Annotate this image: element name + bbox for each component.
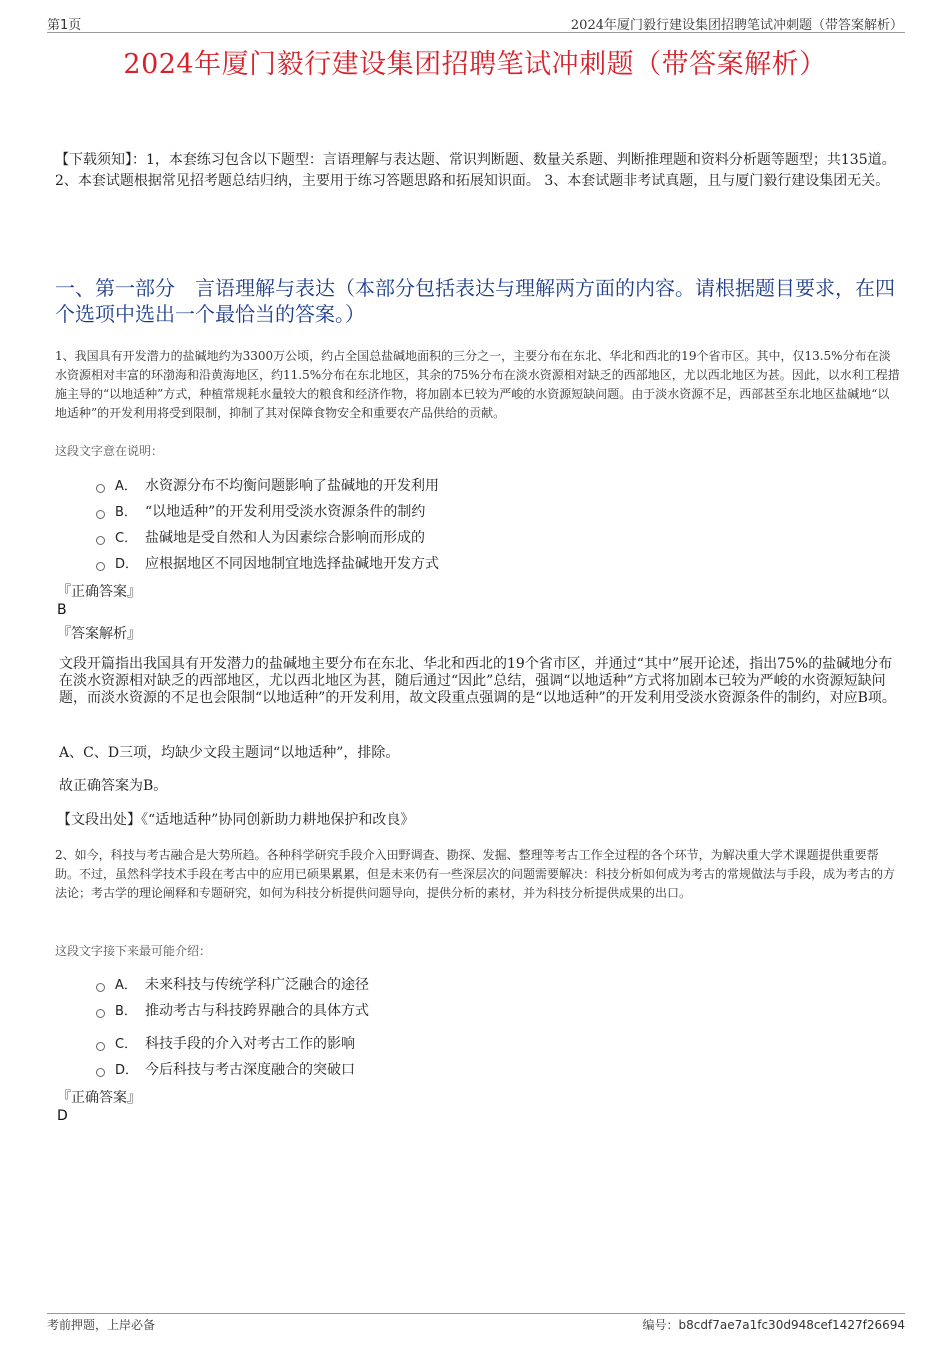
question-2-answer-label: 『正确答案』 xyxy=(57,1090,141,1106)
question-2-prompt: 这段文字接下来最可能介绍： xyxy=(55,944,212,958)
question-1-option-c[interactable]: C． 盐碱地是受自然和人为因素综合影响而形成的 xyxy=(96,528,425,548)
question-1-analysis: 文段开篇指出我国具有开发潜力的盐碱地主要分布在东北、华北和西北的19个省市区，并通过“其中”展开论述，指出75%的盐碱地分布在淡水资源相对缺乏的西部地区，尤以西北地区为甚，随后通过“因此”总结，强调“以地适种”方式将加剧本已较为严峻的水资源短缺问题，而淡水资源的不足也会限制“以地适种”的开发利用，故文段重点强调的是“以地适种”的开发利用受淡水资源条件的制约，对应B项。 xyxy=(59,656,896,706)
question-1-answer: B xyxy=(57,602,67,618)
header-doc-title: 2024年厦门毅行建设集团招聘笔试冲刺题（带答案解析） xyxy=(570,18,903,33)
question-1-analysis-label: 『答案解析』 xyxy=(57,626,141,642)
question-2-option-b[interactable]: B． 推动考古与科技跨界融合的具体方式 xyxy=(96,1001,369,1021)
section-heading: 一、第一部分 言语理解与表达（本部分包括表达与理解两方面的内容。请根据题目要求，在四个选项中选出一个最恰当的答案。） xyxy=(55,276,895,326)
footer-slogan: 考前押题，上岸必备 xyxy=(47,1318,156,1332)
radio-icon[interactable] xyxy=(96,983,105,992)
radio-icon[interactable] xyxy=(96,562,105,571)
page-footer xyxy=(47,1313,905,1334)
question-1-answer-label: 『正确答案』 xyxy=(57,584,141,600)
radio-icon[interactable] xyxy=(96,484,105,493)
question-2-option-a[interactable]: A． 未来科技与传统学科广泛融合的途径 xyxy=(96,975,369,995)
question-1-option-a[interactable]: A． 水资源分布不均衡问题影响了盐碱地的开发利用 xyxy=(96,476,439,496)
radio-icon[interactable] xyxy=(96,510,105,519)
download-notice: 【下载须知】：1，本套练习包含以下题型：言语理解与表达题、常识判断题、数量关系题、判断推理题和资料分析题等题型；共135道。 2、本套试题根据常见招考题总结归纳，主要用于练习答题思路和拓展知识面。 3、本套试题非考试真题，且与厦门毅行建设集团无关。 xyxy=(55,152,896,189)
question-1-conclusion: 故正确答案为B。 xyxy=(59,778,168,794)
question-2-option-d[interactable]: D． 今后科技与考古深度融合的突破口 xyxy=(96,1060,355,1080)
question-2-text: 2、如今，科技与考古融合是大势所趋。各种科学研究手段介入田野调查、勘探、发掘、整理等考古工作全过程的各个环节，为解决重大学术课题提供重要帮助。不过，虽然科学技术手段在考古中的应用已硕果累累，但是未来仍有一些深层次的问题需要解决：科技分析如何成为考古的常规做法与手段，成为考古的方法论；考古学的理论阐释和专题研究，如何为科技分析提供问题导向，提供分析的素材，并为科技分析提供成果的出口。 xyxy=(55,848,896,900)
radio-icon[interactable] xyxy=(96,1068,105,1077)
radio-icon[interactable] xyxy=(96,1042,105,1051)
question-1-option-d[interactable]: D． 应根据地区不同因地制宜地选择盐碱地开发方式 xyxy=(96,554,439,574)
question-2-option-c[interactable]: C． 科技手段的介入对考古工作的影响 xyxy=(96,1034,355,1054)
question-1-prompt: 这段文字意在说明： xyxy=(55,444,164,458)
question-1-option-b[interactable]: B． “以地适种”的开发利用受淡水资源条件的制约 xyxy=(96,502,425,522)
question-2-answer: D xyxy=(57,1108,68,1124)
radio-icon[interactable] xyxy=(96,1009,105,1018)
page-number: 第1页 xyxy=(47,18,82,33)
page-title: 2024年厦门毅行建设集团招聘笔试冲刺题（带答案解析） xyxy=(123,49,827,80)
footer-doc-id: 编号：b8cdf7ae7a1fc30d948cef1427f26694 xyxy=(642,1318,905,1332)
question-1-exclusion: A、C、D三项，均缺少文段主题词“以地适种”，排除。 xyxy=(59,745,400,761)
page-header xyxy=(47,14,905,33)
question-1-source: 【文段出处】《“适地适种”协同创新助力耕地保护和改良》 xyxy=(57,812,415,828)
radio-icon[interactable] xyxy=(96,536,105,545)
question-1-text: 1、我国具有开发潜力的盐碱地约为3300万公顷，约占全国总盐碱地面积的三分之一，主要分布在东北、华北和西北的19个省市区。其中，仅13.5%分布在淡水资源相对丰富的环渤海和沿黄海地区，约11.5%分布在东北地区，其余的75%分布在淡水资源相对缺乏的西部地区，尤以西北地区为甚。因此，以水利工程措施主导的“以地适种”方式，种植常规耗水量较大的粮食和经济作物，将加剧本已较为严峻的水资源短缺问题。由于淡水资源不足，西部甚至东北地区盐碱地“以地适种”的开发利用将受到限制，抑制了其对保障食物安全和重要农产品供给的贡献。 xyxy=(55,349,900,420)
